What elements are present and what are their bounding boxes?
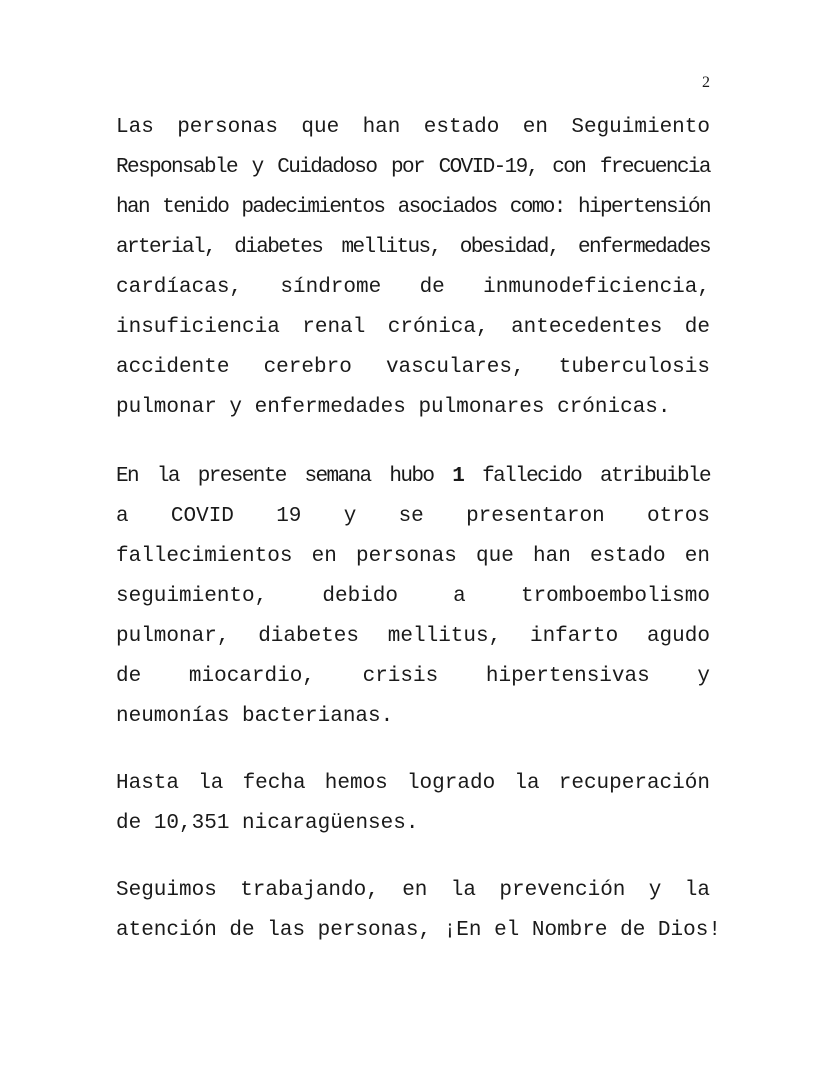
text-line: a COVID 19 y se presentaron otros [116, 505, 710, 528]
text-line: han tenido padecimientos asociados como: hipertensión [116, 196, 710, 219]
text-line: En la presente semana hubo 1 fallecido atribuible [116, 465, 710, 488]
page-number: 2 [702, 74, 710, 91]
text-line: neumonías bacterianas. [116, 705, 394, 728]
text-line: fallecimientos en personas que han estado en [116, 545, 710, 568]
text-line: pulmonar, diabetes mellitus, infarto agudo [116, 625, 710, 648]
text-line: accidente cerebro vasculares, tuberculosis [116, 356, 710, 379]
text-line: de miocardio, crisis hipertensivas y [116, 665, 710, 688]
text-line: Responsable y Cuidadoso por COVID-19, con frecuencia [116, 156, 710, 179]
text-line: pulmonar y enfermedades pulmonares crónicas. [116, 396, 671, 419]
text-line: Hasta la fecha hemos logrado la recuperación [116, 772, 710, 795]
text-line: Seguimos trabajando, en la prevención y la [116, 879, 710, 902]
text-line: atención de las personas, ¡En el Nombre de Dios! [116, 919, 721, 942]
text-line: Las personas que han estado en Seguimiento [116, 116, 710, 139]
text-line: seguimiento, debido a tromboembolismo [116, 585, 710, 608]
text-line: insuficiencia renal crónica, antecedentes de [116, 316, 710, 339]
text-line: cardíacas, síndrome de inmunodeficiencia, [116, 276, 710, 299]
text-line: de 10,351 nicaragüenses. [116, 812, 419, 835]
text-line: arterial, diabetes mellitus, obesidad, enfermedades [116, 236, 710, 259]
